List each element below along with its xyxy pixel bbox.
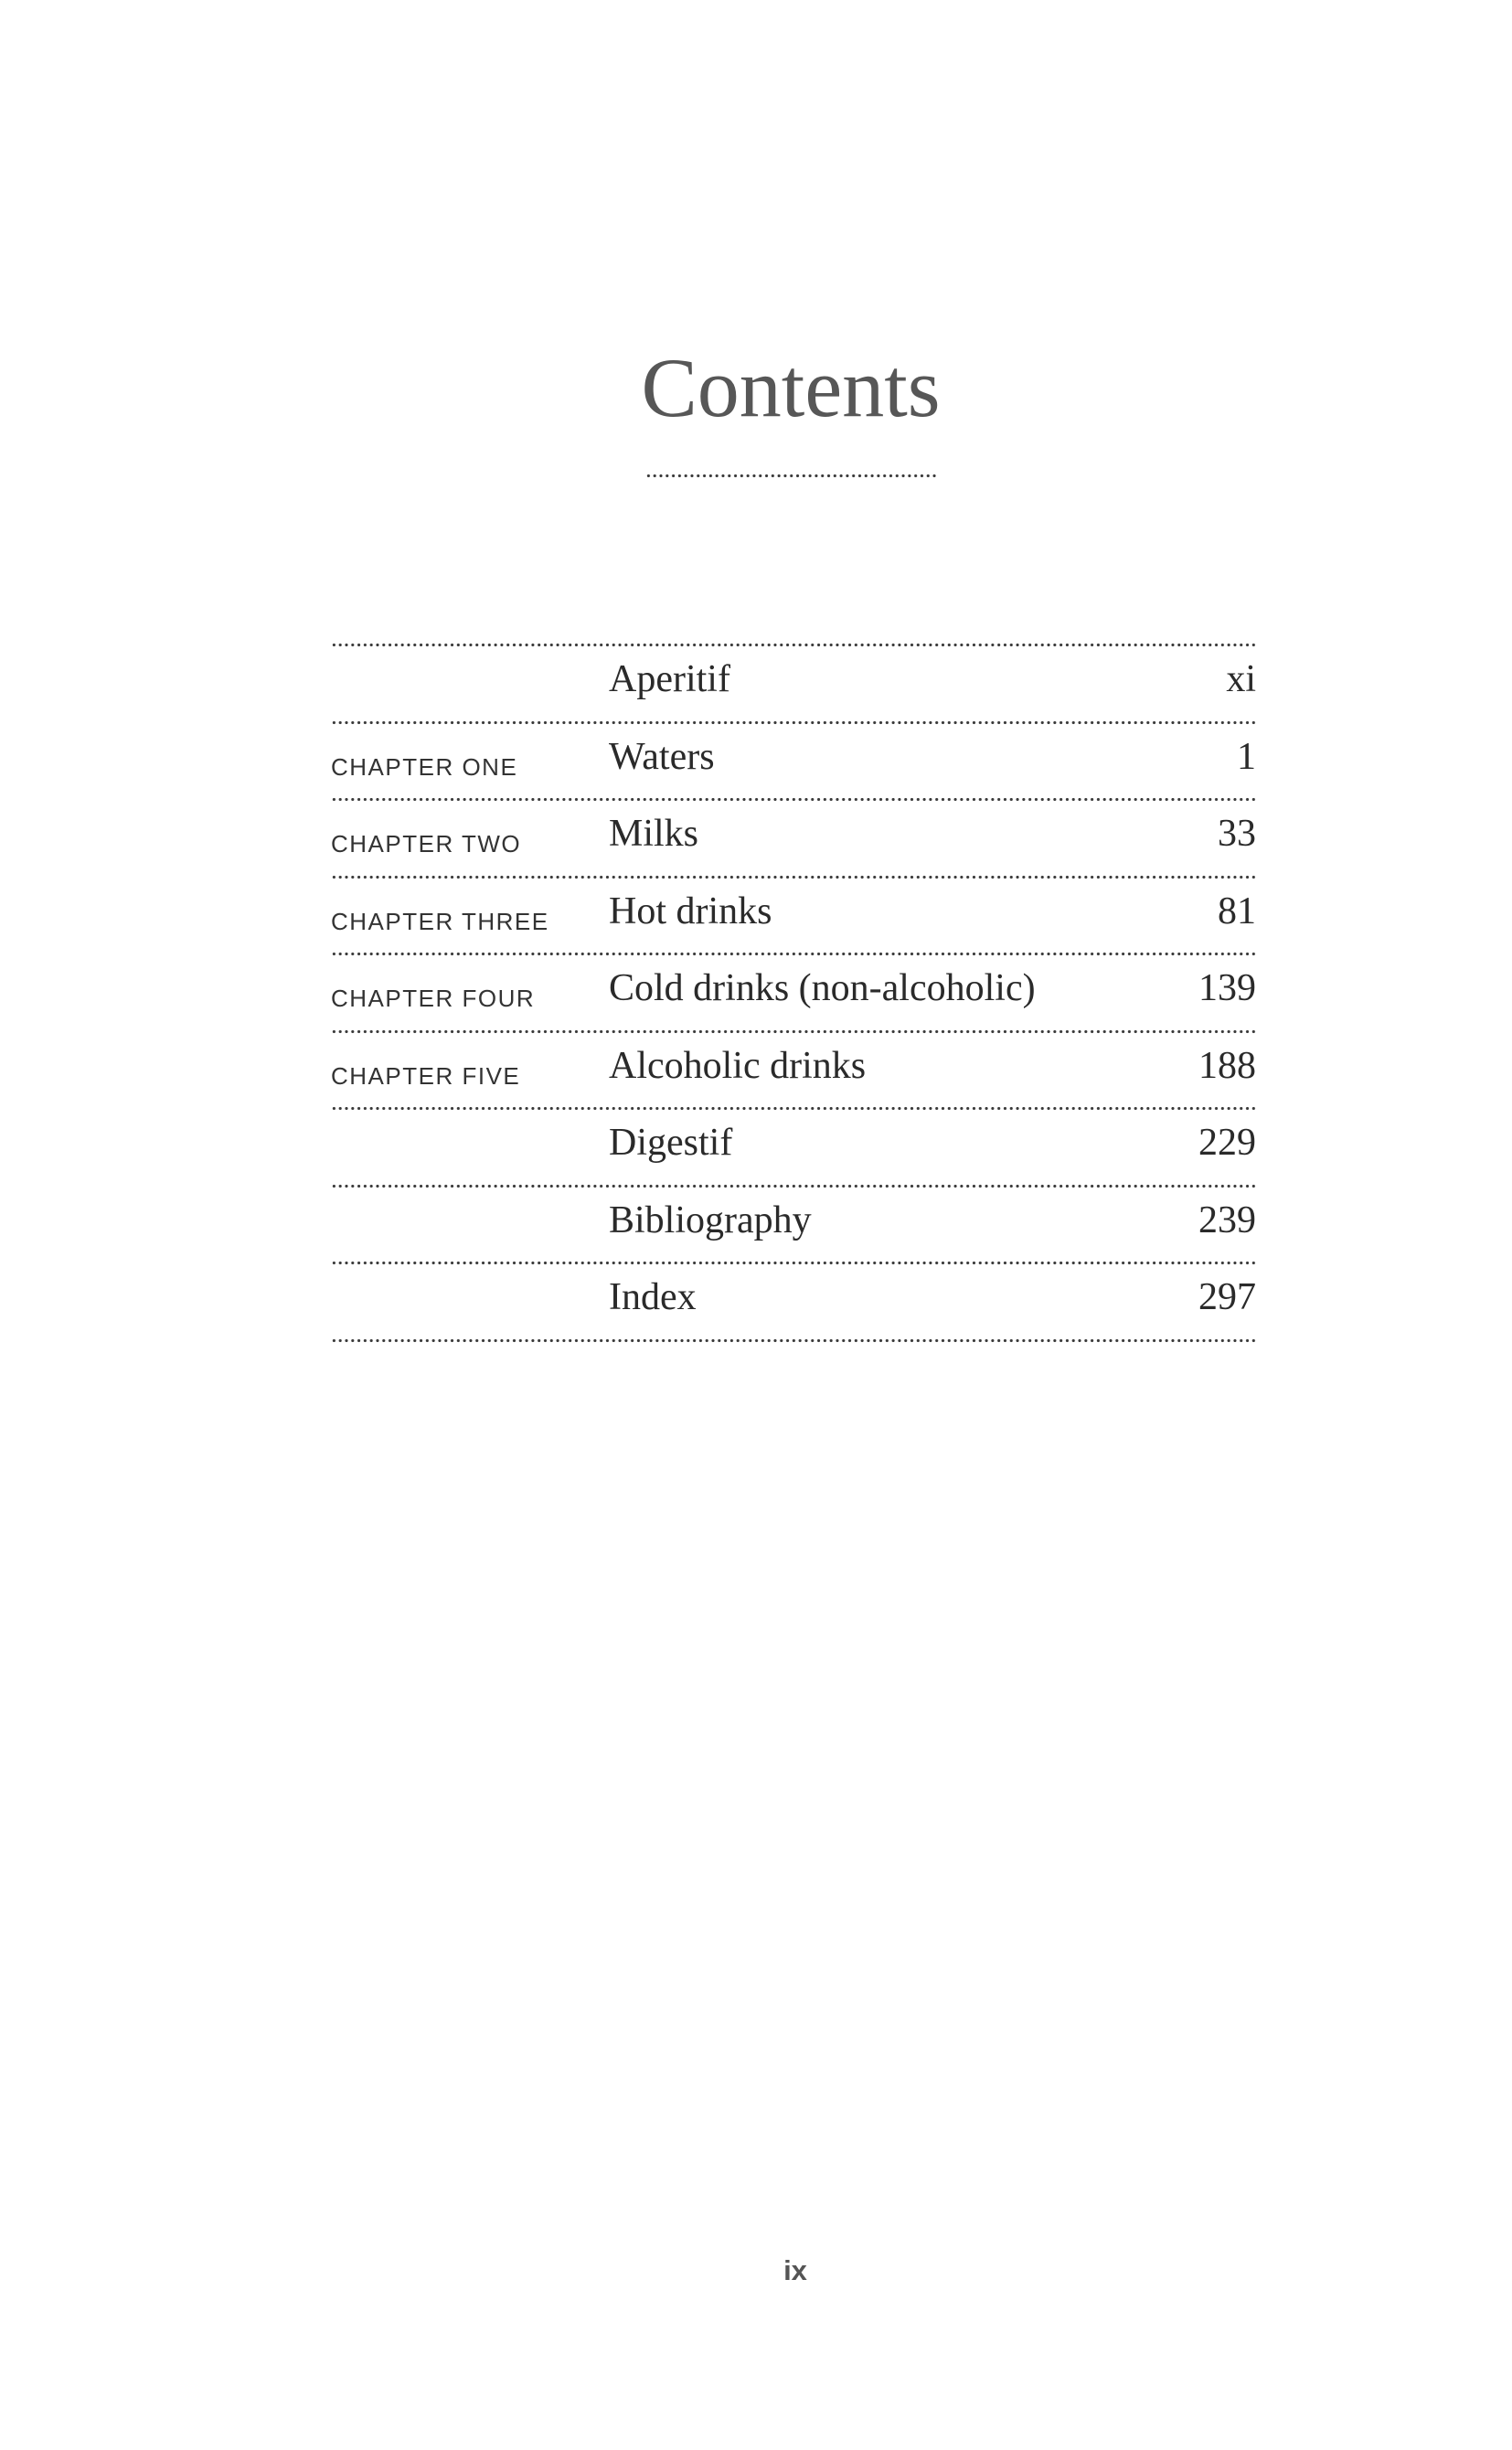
entry-title[interactable]: Bibliography <box>609 1198 812 1241</box>
toc-entry[interactable] <box>331 1106 1256 1184</box>
toc-entry[interactable] <box>331 1184 1256 1262</box>
chapter-label: CHAPTER TWO <box>331 830 522 858</box>
entry-page-number: xi <box>1226 658 1256 700</box>
dotted-rule <box>331 952 1256 956</box>
chapter-label: CHAPTER FIVE <box>331 1061 521 1090</box>
toc-entry[interactable] <box>331 643 1256 720</box>
dotted-rule <box>331 1106 1256 1111</box>
chapter-label: CHAPTER FOUR <box>331 985 536 1012</box>
entry-page-number: 81 <box>1218 889 1256 932</box>
dotted-rule <box>331 797 1256 802</box>
entry-page-number: 33 <box>1218 813 1256 855</box>
entry-title[interactable]: Milks <box>609 813 699 855</box>
toc-entry[interactable] <box>331 720 1256 798</box>
title-dotted-rule <box>645 474 936 478</box>
entry-page-number: 297 <box>1198 1276 1256 1318</box>
dotted-rule <box>331 875 1256 879</box>
toc-entry[interactable] <box>331 1029 1256 1107</box>
toc-entry[interactable] <box>331 952 1256 1029</box>
chapter-label: CHAPTER ONE <box>331 752 518 781</box>
dotted-rule <box>331 720 1256 725</box>
entry-page-number: 1 <box>1237 735 1256 778</box>
toc-entry[interactable] <box>331 875 1256 953</box>
page-title: Contents <box>641 341 941 434</box>
entry-title[interactable]: Aperitif <box>609 658 730 700</box>
entry-title[interactable]: Alcoholic drinks <box>609 1044 867 1087</box>
dotted-rule <box>331 1261 1256 1265</box>
table-of-contents <box>331 643 1256 1343</box>
entry-title[interactable]: Hot drinks <box>609 889 772 932</box>
entry-page-number: 229 <box>1198 1122 1256 1164</box>
chapter-label: CHAPTER THREE <box>331 907 549 935</box>
dotted-rule <box>331 1029 1256 1034</box>
dotted-rule <box>331 643 1256 647</box>
entry-title[interactable]: Cold drinks (non-alcoholic) <box>609 967 1036 1009</box>
dotted-rule <box>331 1338 1256 1343</box>
toc-bottom-rule <box>331 1338 1256 1343</box>
entry-title[interactable]: Index <box>609 1276 697 1318</box>
entry-page-number: 188 <box>1198 1044 1256 1087</box>
entry-title[interactable]: Digestif <box>609 1122 733 1164</box>
page-number: ix <box>783 2254 807 2286</box>
entry-title[interactable]: Waters <box>609 735 715 778</box>
toc-entry[interactable] <box>331 797 1256 875</box>
entry-page-number: 139 <box>1198 967 1256 1009</box>
toc-entry[interactable] <box>331 1261 1256 1338</box>
entry-page-number: 239 <box>1198 1198 1256 1241</box>
dotted-rule <box>331 1184 1256 1188</box>
